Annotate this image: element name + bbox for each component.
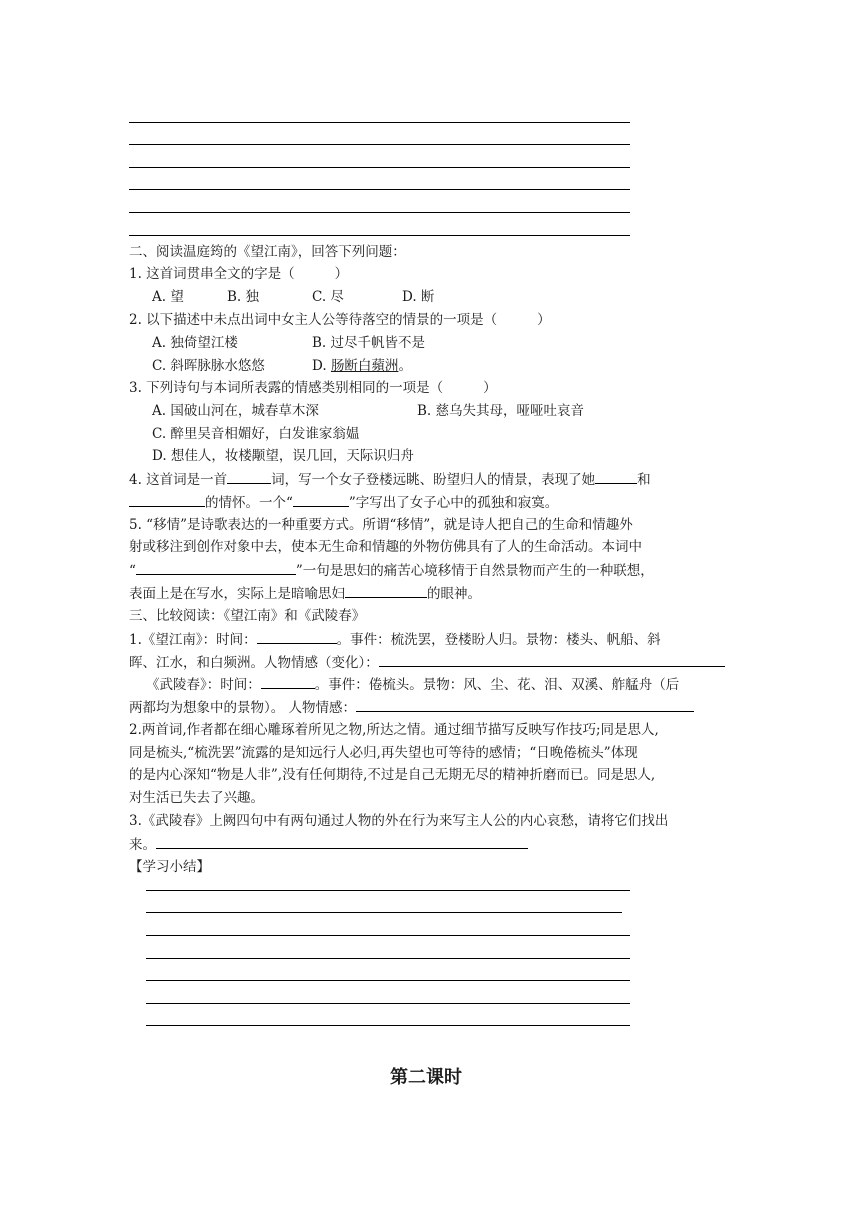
compare-q1-line-2: 晖、江水，和白频洲。人物情感（变化）： bbox=[129, 651, 725, 674]
option-d: D. 想佳人，妆楼颙望，误几回，天际识归舟 bbox=[152, 448, 414, 464]
compare-q2-line-1: 2.两首词,作者都在细心雕琢着所见之物,所达之情。通过细节描写反映写作技巧;同是思人, bbox=[129, 722, 659, 738]
compare-q3-line-2: 来。 bbox=[129, 833, 528, 856]
answer-line bbox=[146, 980, 630, 981]
section-title: 二、阅读温庭筠的《望江南》，回答下列问题： bbox=[129, 244, 406, 260]
option-a: A. 望 bbox=[152, 289, 184, 305]
compare-q1-line-3: 《武陵春》：时间： 。事件：倦梳头。景物：风、尘、花、泪、双溪、舴艋舟（后 bbox=[146, 673, 679, 696]
answer-line bbox=[146, 890, 630, 891]
compare-q2-line-3: 的是内心深知“物是人非”,没有任何期待,不过是自己无期无尽的精神折磨而已。同是思人, bbox=[129, 767, 656, 783]
option-d: D. 肠断白蘋洲。 bbox=[312, 358, 412, 374]
option-b: B. 独 bbox=[227, 289, 260, 305]
question-4-line-1: 4. 这首词是一首 词，写一个女子登楼远眺、盼望归人的情景，表现了她 和 bbox=[129, 468, 651, 491]
answer-line bbox=[129, 212, 630, 213]
answer-line bbox=[129, 144, 630, 145]
option-d: D. 断 bbox=[402, 289, 435, 305]
answer-line bbox=[129, 235, 630, 236]
compare-q2-line-4: 对生活已失去了兴趣。 bbox=[129, 790, 264, 806]
option-c: C. 斜晖脉脉水悠悠 bbox=[152, 358, 265, 374]
option-a: A. 独倚望江楼 bbox=[152, 335, 238, 351]
answer-line bbox=[146, 935, 630, 936]
answer-line bbox=[146, 1003, 630, 1004]
compare-q2-line-2: 同是梳头,“梳洗罢”流露的是知远行人必归,再失望也可等待的感情；“日晚倦梳头”体现 bbox=[129, 745, 638, 761]
option-b: B. 慈乌失其母，哑哑吐哀音 bbox=[417, 403, 585, 419]
answer-line bbox=[129, 167, 630, 168]
answer-line bbox=[146, 1025, 630, 1026]
answer-line bbox=[129, 189, 630, 190]
compare-q1-line-1: 1.《望江南》：时间： 。事件：梳洗罢，登楼盼人归。景物：楼头、帆船、斜 bbox=[129, 628, 661, 651]
question-5-line-3: “ ”一句是思妇的痛苦心境移情于自然景物而产生的一种联想， bbox=[129, 559, 654, 582]
option-b: B. 过尽千帆皆不是 bbox=[312, 335, 426, 351]
answer-line bbox=[129, 122, 630, 123]
lesson-heading: 第二课时 bbox=[390, 1067, 462, 1088]
question-1: 1. 这首词贯串全文的字是（ ） bbox=[129, 266, 349, 282]
option-c: C. 醉里吴音相媚好，白发谁家翁媪 bbox=[152, 426, 360, 442]
compare-q3-line-1: 3.《武陵春》上阙四句中有两句通过人物的外在行为来写主人公的内心哀愁，请将它们找出 bbox=[129, 813, 669, 829]
question-3: 3. 下列诗句与本词所表露的情感类别相同的一项是（ ） bbox=[129, 380, 497, 396]
answer-line bbox=[146, 912, 622, 913]
section-title: 三、比较阅读：《望江南》和《武陵春》 bbox=[129, 608, 366, 624]
question-5-line-2: 射或移注到创作对象中去，使本无生命和情趣的外物仿佛具有了人的生命活动。本词中 bbox=[129, 539, 642, 555]
question-2: 2. 以下描述中未点出词中女主人公等待落空的情景的一项是（ ） bbox=[129, 312, 551, 328]
answer-line bbox=[146, 958, 630, 959]
compare-q1-line-4: 两都均为想象中的景物）。 人物情感： bbox=[129, 696, 694, 719]
question-5-line-4: 表面上是在写水，实际上是暗喻思妇 的眼神。 bbox=[129, 582, 481, 605]
question-4-line-2: 的情怀。一个“ ”字写出了女子心中的孤独和寂寞。 bbox=[129, 491, 558, 514]
summary-label: 【学习小结】 bbox=[129, 859, 210, 875]
option-c: C. 尽 bbox=[312, 289, 344, 305]
question-5-line-1: 5. “移情”是诗歌表达的一种重要方式。所谓“移情”，就是诗人把自己的生命和情趣外 bbox=[129, 517, 633, 533]
option-a: A. 国破山河在，城春草木深 bbox=[152, 403, 319, 419]
